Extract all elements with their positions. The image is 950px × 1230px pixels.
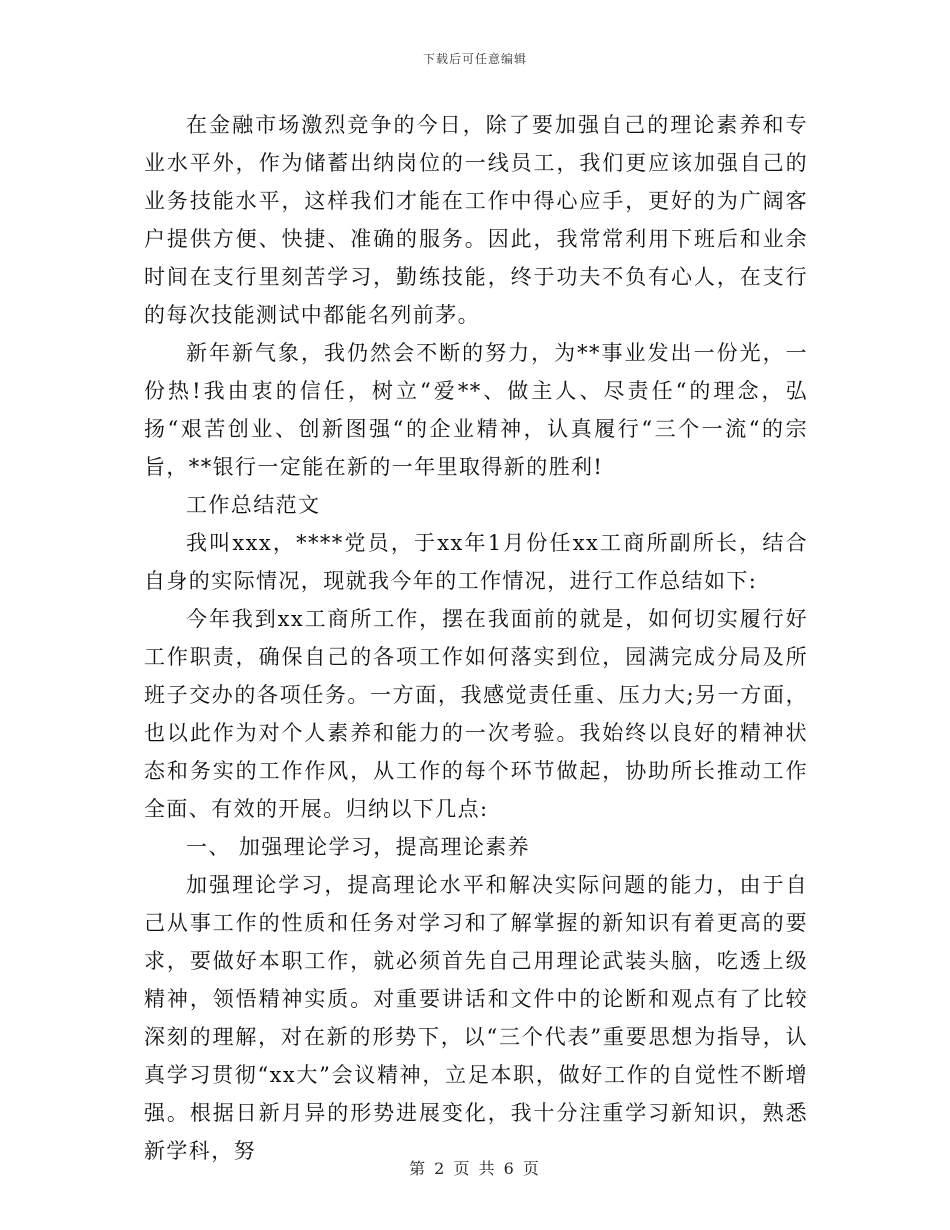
paragraph-intro: 我叫xxx，****党员，于xx年1月份任xx工商所副所长，结合自身的实际情况，现就我今年的工作情况，进行工作总结如下: xyxy=(144,531,808,593)
paragraph-theory: 加强理论学习，提高理论水平和解决实际问题的能力，由于自己从事工作的性质和任务对学习和了解掌握的新知识有着更高的要求，要做好本职工作，就必须首先自己用理论武装头脑，吃透上级精神，领悟精神实质。对重要讲话和文件中的论断和观点有了比较深刻的理解，对在新的形势下，以“三个代表”重要思想为指导，认真学习贯彻“xx大”会议精神，立足本职，做好工作的自觉性不断增强。根据日新月异的形势进展变化，我十分注重学习新知识，熟悉新学科，努 xyxy=(144,873,808,1163)
paragraph-work: 今年我到xx工商所工作，摆在我面前的就是，如何切实履行好工作职责，确保自己的各项工作如何落实到位，园满完成分局及所班子交办的各项任务。一方面，我感觉责任重、压力大;另一方面，也以此作为对个人素养和能力的一次考验。我始终以良好的精神状态和务实的工作作风，从工作的每个环节做起，协助所长推动工作全面、有效的开展。归纳以下几点: xyxy=(144,607,808,821)
subheading-theory: 一、 加强理论学习，提高理论素养 xyxy=(186,835,531,859)
paragraph-new-year: 新年新气象，我仍然会不断的努力，为**事业发出一份光，一份热!我由衷的信任，树立“爱**、做主人、尽责任“的理念，弘扬“艰苦创业、创新图强“的企业精神，认真履行“三个一流“的宗旨，**银行一定能在新的一年里取得新的胜利! xyxy=(144,341,808,479)
paragraph-skills: 在金融市场激烈竞争的今日，除了要加强自己的理论素养和专业水平外，作为储蓄出纳岗位的一线员工，我们更应该加强自己的业务技能水平，这样我们才能在工作中得心应手，更好的为广阔客户提供方便、快捷、准确的服务。因此，我常常利用下班后和业余时间在支行里刻苦学习，勤练技能，终于功夫不负有心人，在支行的每次技能测试中都能名列前茅。 xyxy=(144,113,808,327)
page-header: 下载后可任意编辑 xyxy=(422,52,527,66)
section-title: 工作总结范文 xyxy=(186,493,321,517)
page-footer: 第 2 页 共 6 页 xyxy=(409,1159,541,1178)
document-body xyxy=(144,106,808,1170)
